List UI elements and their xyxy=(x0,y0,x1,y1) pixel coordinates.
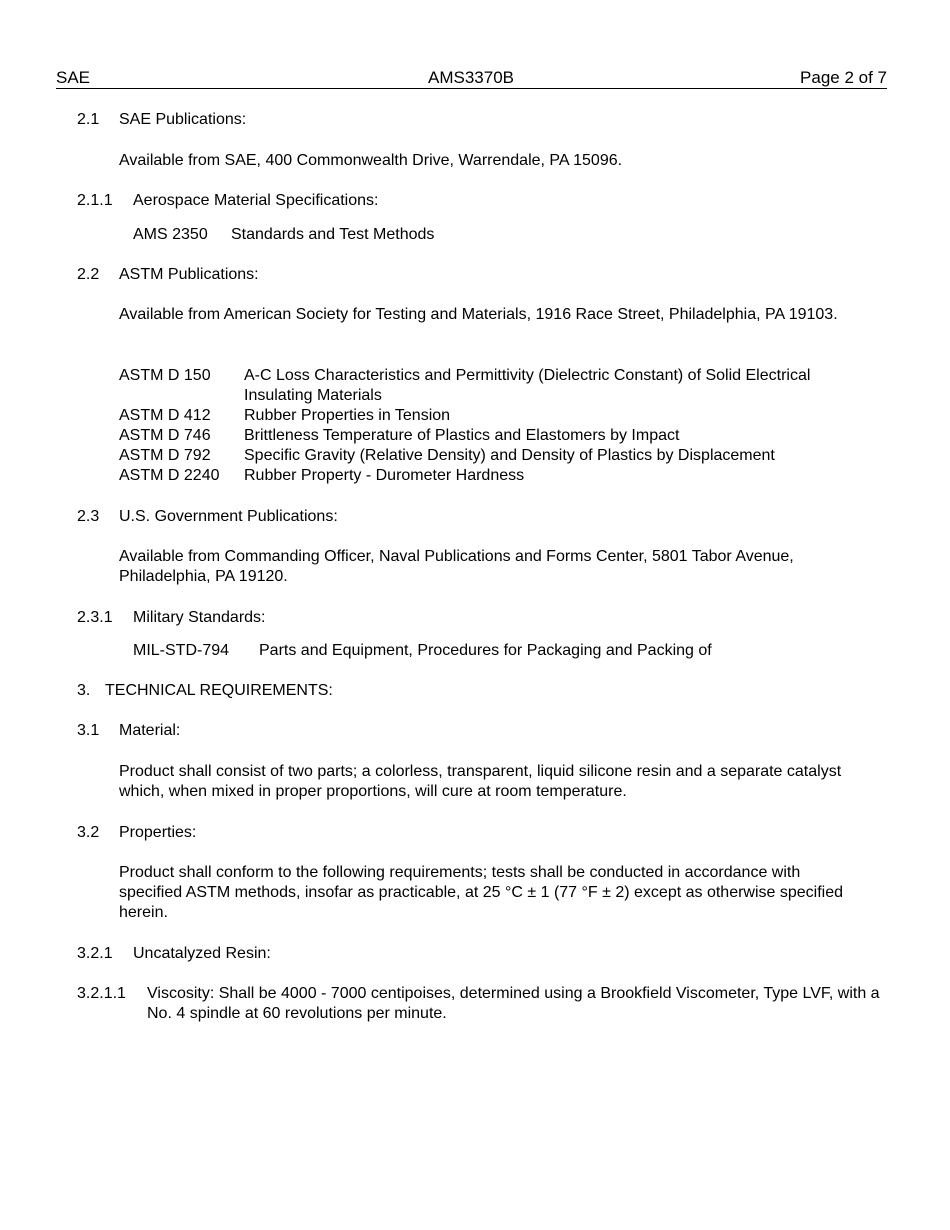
section-2-2-number: 2.2 xyxy=(77,266,100,283)
section-3-2-title: Properties: xyxy=(119,824,197,841)
section-2-1-1-number: 2.1.1 xyxy=(77,192,113,209)
section-3-2-1-number: 3.2.1 xyxy=(77,945,113,962)
section-3-2-1-1-text: Viscosity: Shall be 4000 - 7000 centipoises, determined using a Brookfield Viscometer, Type LVF, with a No. 4 spindle at 60 revolutions per minute. xyxy=(147,985,880,1022)
spec-code: ASTM D 792 xyxy=(119,447,211,464)
section-2-2-title: ASTM Publications: xyxy=(119,266,259,283)
section-3-1-number: 3.1 xyxy=(77,722,100,739)
header-doc-number: AMS3370B xyxy=(428,68,514,87)
section-3-1-text: Product shall consist of two parts; a colorless, transparent, liquid silicone resin and a separate catalyst which, when mixed in proper proportions, will cure at room temperature. xyxy=(119,763,842,800)
section-3-2-1-title: Uncatalyzed Resin: xyxy=(133,945,271,962)
spec-description: Brittleness Temperature of Plastics and Elastomers by Impact xyxy=(244,427,680,444)
section-2-3-1-number: 2.3.1 xyxy=(77,609,113,626)
page-header xyxy=(56,68,887,89)
section-2-1-text: Available from SAE, 400 Commonwealth Drive, Warrendale, PA 15096. xyxy=(119,152,623,169)
header-page-number: Page 2 of 7 xyxy=(800,68,887,87)
section-3-number: 3. xyxy=(77,682,91,699)
section-2-3-text: Available from Commanding Officer, Naval Publications and Forms Center, 5801 Tabor Avenue, Philadelphia, PA 19120. xyxy=(119,548,794,585)
section-3-2-1-1-number: 3.2.1.1 xyxy=(77,985,126,1002)
header-org: SAE xyxy=(56,68,91,87)
spec-code: ASTM D 412 xyxy=(119,407,211,424)
spec-description: Standards and Test Methods xyxy=(231,226,435,243)
section-3-2-number: 3.2 xyxy=(77,824,100,841)
spec-code: ASTM D 150 xyxy=(119,367,211,384)
spec-description: A-C Loss Characteristics and Permittivity (Dielectric Constant) of Solid Electrical Insulating Materials xyxy=(244,367,811,404)
section-3-1-title: Material: xyxy=(119,722,181,739)
spec-code: MIL-STD-794 xyxy=(133,642,230,659)
section-2-1-title: SAE Publications: xyxy=(119,111,247,128)
section-2-2-text: Available from American Society for Testing and Materials, 1916 Race Street, Philadelphia, PA 19103. xyxy=(119,306,838,323)
section-3-2-text: Product shall conform to the following requirements; tests shall be conducted in accordance with specified ASTM methods, insofar as practicable, at 25 °C ± 1 (77 °F ± 2) except as otherwise specified herein. xyxy=(119,864,844,921)
section-2-1-1-title: Aerospace Material Specifications: xyxy=(133,192,379,209)
spec-description: Rubber Property - Durometer Hardness xyxy=(244,467,525,484)
spec-code: ASTM D 746 xyxy=(119,427,211,444)
section-2-3-title: U.S. Government Publications: xyxy=(119,508,338,525)
spec-description: Parts and Equipment, Procedures for Packaging and Packing of xyxy=(259,642,712,659)
spec-description: Specific Gravity (Relative Density) and Density of Plastics by Displacement xyxy=(244,447,775,464)
section-2-3-number: 2.3 xyxy=(77,508,100,525)
section-2-1-number: 2.1 xyxy=(77,111,100,128)
section-2-3-1-title: Military Standards: xyxy=(133,609,266,626)
spec-description: Rubber Properties in Tension xyxy=(244,407,451,424)
spec-code: ASTM D 2240 xyxy=(119,467,220,484)
section-3-title: TECHNICAL REQUIREMENTS: xyxy=(105,682,333,699)
spec-code: AMS 2350 xyxy=(133,226,208,243)
